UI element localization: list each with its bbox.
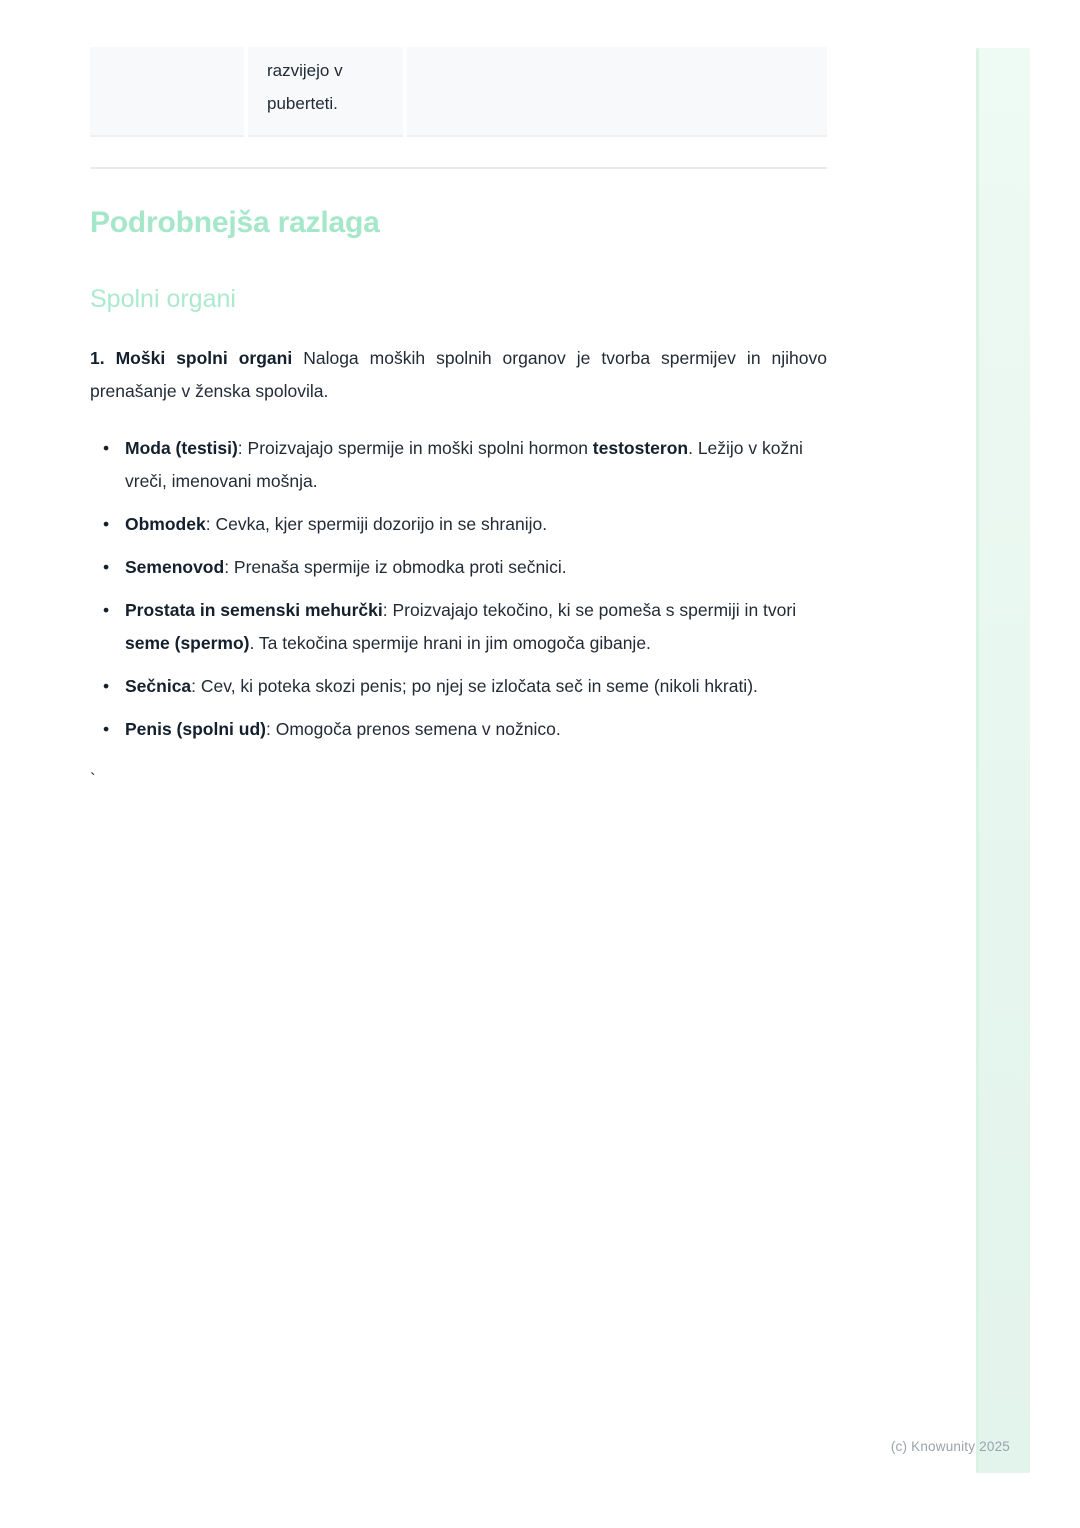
table-cell-text: razvijejo v puberteti. [267,61,343,113]
list-item [90,551,827,584]
list-item-text: : Cevka, kjer spermiji dozorijo in se shranijo. [205,514,548,534]
list-item-term: testosteron [592,438,689,458]
intro-paragraph [90,342,827,408]
list-item-text: : Omogoča prenos semena v nožnico. [265,719,561,739]
list-item-text: . Ta tekočina spermije hrani in jim omogoča gibanje. [249,633,651,653]
table-cell-middle [248,47,403,137]
table-cell-right [407,47,827,137]
list-item-term: Obmodek [125,514,206,534]
section-divider [90,167,827,169]
accent-bar [976,48,1030,1473]
list-item-term: Penis (spolni ud) [125,719,266,739]
footer-copyright: (c) Knowunity 2025 [890,1439,1010,1454]
list-item [90,432,827,498]
list-item-text: : Proizvajajo tekočino, ki se pomeša s spermiji in tvori [382,600,797,620]
list-item-term: Sečnica [125,676,192,696]
stray-character: ` [90,770,96,789]
list-item-term: Semenovod [125,557,225,577]
list-item-term: Prostata in semenski mehurčki [125,600,383,620]
intro-lead-bold: 1. Moški spolni organi [90,348,293,368]
list-item-term: seme (spermo) [125,633,250,653]
list-item-text: : Proizvajajo spermije in moški spolni hormon [237,438,593,458]
intro-lead-rest: Naloga moških spolnih organov je tvorba spermijev in njihovo prenašanje v ženska spolovila. [90,348,828,401]
page-content [90,0,827,790]
list-item [90,713,827,746]
list-item-text: : Prenaša spermije iz obmodka proti sečnici. [224,557,567,577]
list-item [90,670,827,703]
organ-list [90,432,827,746]
table-cell-left [90,47,244,137]
section-subtitle: Spolni organi [90,285,236,313]
list-item-term: Moda (testisi) [125,438,238,458]
table-fragment [90,47,827,137]
list-item [90,508,827,541]
list-item [90,594,827,660]
list-item-text: : Cev, ki poteka skozi penis; po njej se izločata seč in seme (nikoli hkrati). [191,676,758,696]
section-title: Podrobnejša razlaga [90,206,380,239]
list-item-text: . Ležijo v kožni vreči, imenovani mošnja. [125,438,803,491]
